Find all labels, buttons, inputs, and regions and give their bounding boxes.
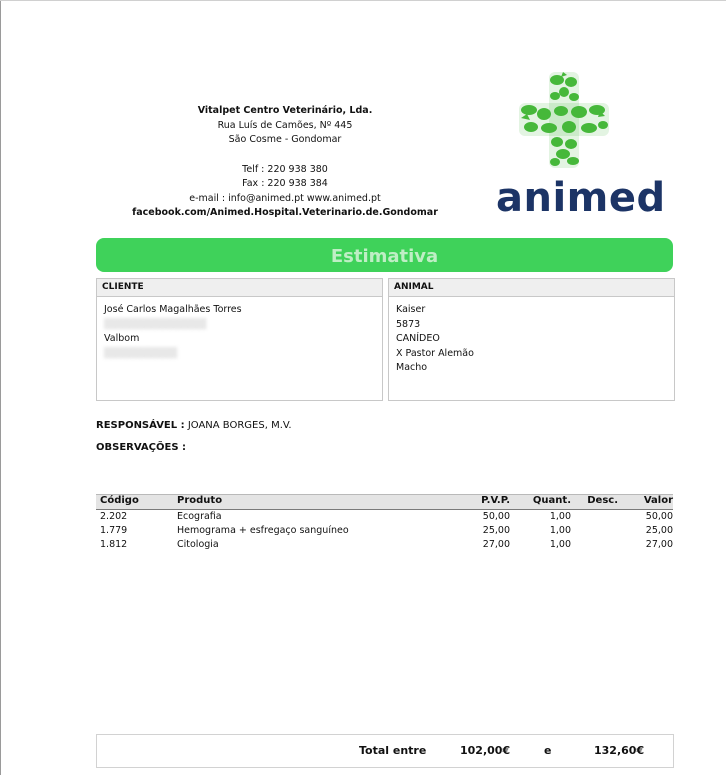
estimate-banner: Estimativa — [96, 238, 673, 272]
company-name: Vitalpet Centro Veterinário, Lda. — [197, 105, 373, 116]
total-and: e — [544, 744, 552, 757]
row-product: Citologia — [177, 539, 219, 550]
table-row — [96, 539, 673, 553]
table-row — [96, 525, 673, 539]
responsible-line — [96, 420, 292, 431]
page-edge — [0, 0, 1, 775]
client-address-redacted: ██████████████ — [104, 318, 207, 330]
animal-breed: X Pastor Alemão — [396, 347, 474, 359]
table-row — [96, 511, 673, 525]
company-header — [120, 104, 450, 221]
header-product: Produto — [177, 495, 223, 506]
client-locality: Valbom — [104, 333, 140, 344]
company-city: São Cosme - Gondomar — [228, 134, 342, 145]
total-label: Total entre — [359, 744, 427, 757]
client-postal-redacted: ██████████ — [104, 347, 178, 359]
responsible-value: JOANA BORGES, M.V. — [187, 420, 292, 431]
client-name: José Carlos Magalhães Torres — [104, 304, 242, 315]
animal-cross-logo-icon — [519, 72, 609, 168]
total-footer — [96, 734, 674, 768]
row-qty: 1,00 — [549, 511, 571, 522]
company-street: Rua Luís de Camões, Nº 445 — [217, 119, 353, 131]
company-email-web: e-mail : info@animed.pt www.animed.pt — [189, 192, 381, 204]
responsible-label: RESPONSÁVEL : — [96, 420, 185, 431]
row-product: Ecografia — [177, 511, 222, 522]
row-pvp: 27,00 — [482, 539, 510, 550]
total-max: 132,60€ — [594, 744, 645, 757]
header-code: Código — [100, 495, 139, 506]
row-code: 1.812 — [100, 539, 128, 550]
header-value: Valor — [643, 495, 673, 506]
client-box — [96, 278, 383, 401]
total-min: 102,00€ — [460, 744, 511, 757]
row-code: 1.779 — [100, 525, 128, 536]
company-fax: Fax : 220 938 384 — [242, 178, 328, 189]
row-product: Hemograma + esfregaço sanguíneo — [177, 525, 349, 536]
row-code: 2.202 — [100, 511, 128, 522]
animal-name: Kaiser — [396, 304, 426, 315]
animal-id: 5873 — [396, 318, 421, 330]
page-edge-top — [0, 0, 726, 1]
row-qty: 1,00 — [549, 539, 571, 550]
observations-label: OBSERVAÇÕES : — [96, 442, 187, 453]
header-qty: Quant. — [532, 495, 571, 506]
row-value: 27,00 — [645, 539, 673, 550]
animal-header: ANIMAL — [389, 279, 674, 297]
row-value: 25,00 — [645, 525, 673, 536]
header-pvp: P.V.P. — [481, 495, 510, 506]
animal-species: CANÍDEO — [396, 333, 440, 344]
header-desc: Desc. — [587, 495, 618, 506]
row-pvp: 25,00 — [482, 525, 510, 536]
items-table-header — [96, 494, 673, 510]
row-value: 50,00 — [645, 511, 673, 522]
animal-box — [388, 278, 675, 401]
animed-logo-text: animed — [496, 175, 666, 221]
row-pvp: 50,00 — [482, 511, 510, 522]
row-qty: 1,00 — [549, 525, 571, 536]
company-phone: Telf : 220 938 380 — [242, 163, 328, 175]
company-facebook: facebook.com/Animed.Hospital.Veterinario.de.Gondomar — [132, 207, 438, 218]
client-header: CLIENTE — [97, 279, 382, 297]
animal-sex: Macho — [396, 362, 428, 373]
